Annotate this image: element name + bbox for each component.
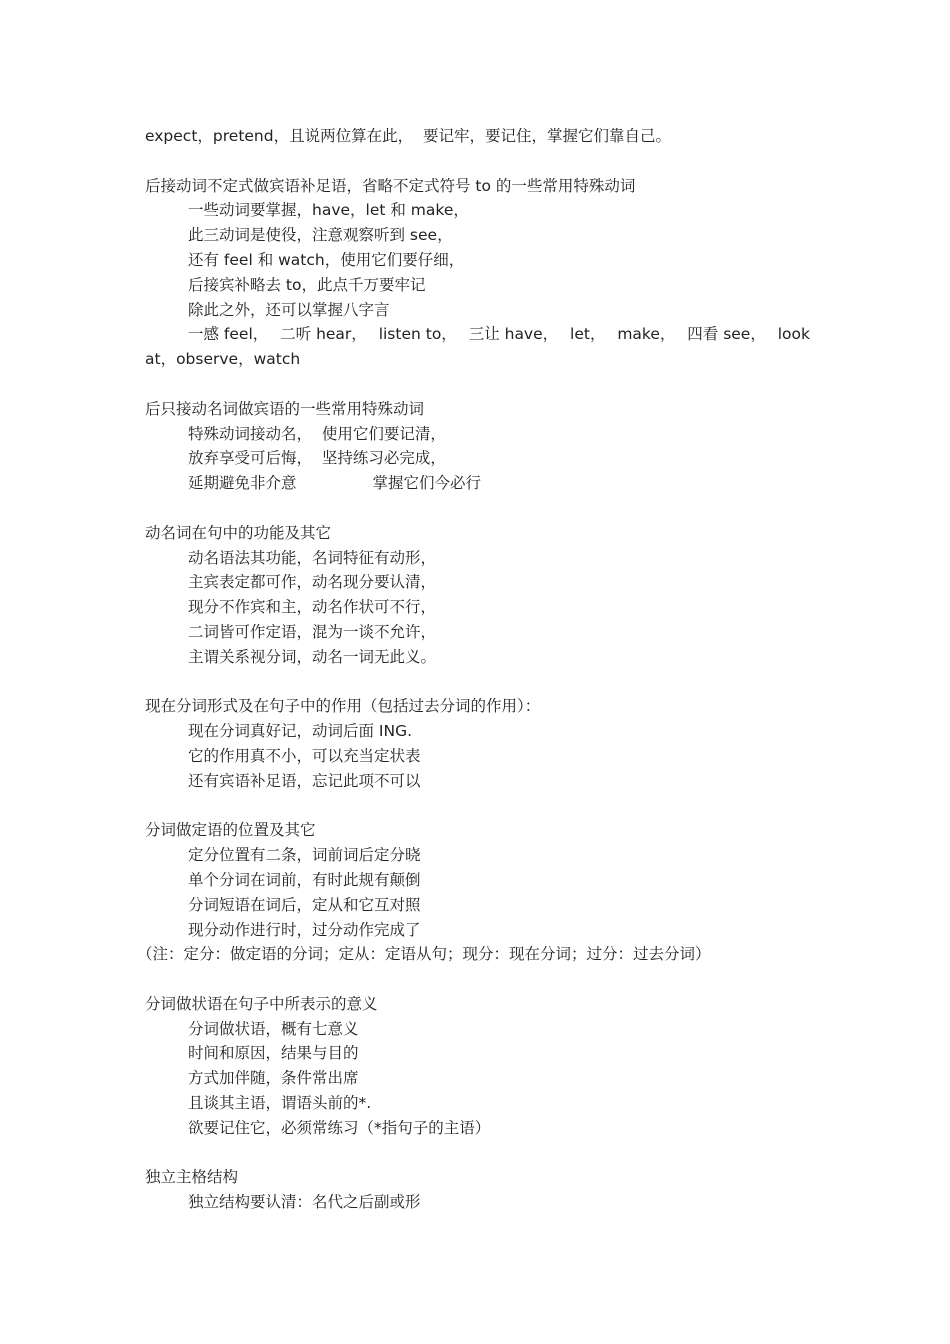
- verse-line: 主谓关系视分词，动名一词无此义。: [188, 647, 437, 666]
- verse-line: 特殊动词接动名， 使用它们要记清，: [188, 424, 446, 443]
- verse-word: 二听 hear，: [280, 325, 367, 344]
- verse-line: 还有 feel 和 watch，使用它们要仔细，: [188, 250, 465, 269]
- verse-line: 单个分词在词前，有时此规有颠倒: [188, 870, 421, 889]
- note-line: （注：定分：做定语的分词；定从：定语从句；现分：现在分词；过分：过去分词）: [137, 945, 711, 964]
- intro-line: expect，pretend，且说两位算在此， 要记牢，要记住，掌握它们靠自己。: [145, 127, 671, 145]
- verse-word: 一感 feel，: [188, 325, 269, 344]
- verse-line: 后接宾补略去 to，此点千万要牢记: [188, 275, 426, 294]
- verse-line: 放弃享受可后悔， 坚持练习必完成，: [188, 449, 446, 468]
- verse-line: 主宾表定都可作，动名现分要认清，: [188, 573, 437, 592]
- blank-line: [145, 372, 810, 397]
- verse-word: look: [777, 325, 810, 344]
- blank-line: [145, 670, 810, 695]
- verse-line: 分词短语在词后，定从和它互对照: [188, 895, 421, 914]
- verse-line: 动名语法其功能，名词特征有动形，: [188, 548, 437, 567]
- blank-line: [145, 1141, 810, 1166]
- verse-line: 欲要记住它，必须常练习（*指句子的主语）: [188, 1118, 491, 1137]
- verse-word: listen to，: [378, 325, 457, 344]
- section-heading-gerund-verbs: 后只接动名词做宾语的一些常用特殊动词: [145, 399, 425, 418]
- verse-line-justified: [145, 322, 810, 347]
- verse-line: 除此之外，还可以掌握八字言: [188, 300, 390, 319]
- blank-line: [145, 496, 810, 521]
- blank-line: [145, 967, 810, 992]
- verse-line: 时间和原因，结果与目的: [188, 1044, 359, 1063]
- verse-line: 二词皆可作定语，混为一谈不允许，: [188, 622, 437, 641]
- blank-line: [145, 794, 810, 819]
- verse-line: [145, 471, 810, 496]
- verse-line: 此三动词是使役，注意观察听到 see，: [188, 226, 453, 245]
- section-heading-absolute-construction: 独立主格结构: [145, 1168, 239, 1187]
- verse-word: make，: [617, 325, 676, 344]
- verse-line: 现分不作宾和主，动名作状可不行，: [188, 598, 437, 617]
- verse-line: 独立结构要认清：名代之后副或形: [188, 1193, 421, 1212]
- section-heading-infinitive: 后接动词不定式做宾语补足语，省略不定式符号 to 的一些常用特殊动词: [145, 176, 636, 195]
- verse-line: 还有宾语补足语，忘记此项不可以: [188, 771, 421, 790]
- verse-line-continuation: at，observe，watch: [145, 350, 301, 369]
- verse-line: 且谈其主语，谓语头前的*.: [188, 1094, 372, 1113]
- verse-line: 方式加伴随，条件常出席: [188, 1069, 359, 1088]
- section-heading-participle-attributive: 分词做定语的位置及其它: [145, 821, 316, 840]
- document-page: [137, 124, 810, 1215]
- section-heading-present-participle: 现在分词形式及在句子中的作用（包括过去分词的作用）：: [145, 697, 541, 716]
- verse-part-right: 掌握它们今必行: [372, 474, 482, 493]
- verse-word: 三让 have，: [468, 325, 559, 344]
- blank-line: [145, 149, 810, 174]
- verse-word: 四看 see，: [687, 325, 766, 344]
- section-heading-gerund-function: 动名词在句中的功能及其它: [145, 523, 332, 542]
- verse-line: 现在分词真好记，动词后面 ING.: [188, 722, 413, 741]
- verse-line: 分词做状语，概有七意义: [188, 1019, 359, 1038]
- verse-line: 一些动词要掌握，have，let 和 make，: [188, 201, 469, 220]
- section-heading-participle-adverbial: 分词做状语在句子中所表示的意义: [145, 994, 378, 1013]
- verse-word: let，: [570, 325, 606, 344]
- verse-line: 它的作用真不小，可以充当定状表: [188, 746, 421, 765]
- verse-part-left: 延期避免非介意: [188, 474, 297, 493]
- verse-line: 现分动作进行时，过分动作完成了: [188, 920, 421, 939]
- verse-line: 定分位置有二条，词前词后定分晓: [188, 846, 421, 865]
